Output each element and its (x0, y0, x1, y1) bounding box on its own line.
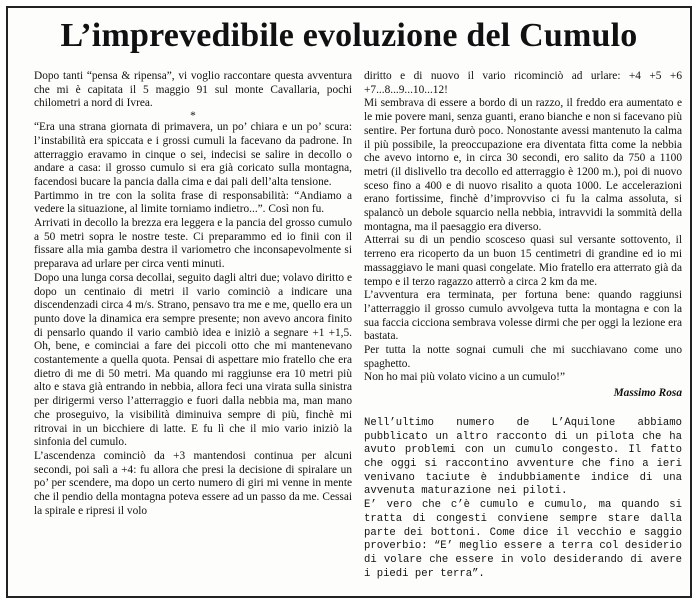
body-paragraph: Per tutta la notte sognai cumuli che mi succhiavano come uno spaghetto. (364, 344, 682, 370)
body-paragraph: L’avventura era terminata, per fortuna bene: quando raggiunsi l’atterraggio il grosso cumulo avvolgeva tutta la montagna e con la sua faccia cicciona sembrava volesse dirmi che per oggi la lezione era bastata. (364, 289, 682, 343)
body-paragraph: L’ascendenza cominciò da +3 mantendosi continua per alcuni secondi, poi salì a +4: fu allora che presi la decisione di spiralare un po’ per scendere, ma dopo un certo numero di giri mi venne in mente che il pendio della montagna poteva essere ad un passo da me. Cessai la spirale e ripresi il volo (34, 449, 352, 517)
right-column (364, 70, 682, 581)
body-paragraph: Non ho mai più volato vicino a un cumulo!” (364, 371, 565, 384)
body-paragraph: Arrivati in decollo la brezza era leggera e la pancia del grosso cumulo a 50 metri sopra le nostre teste. Ci preparammo ed io finii con il fissare alla mia gamba destra il variometro che inconsapevolmente si preparava ad urlare per circa venti minuti. (34, 217, 352, 271)
body-paragraph: Atterrai su di un pendio scosceso quasi sul versante sottovento, il terreno era ricoperto da un buon 15 centimetri di grandine ed io mi massaggiavo le mani quasi congelate. Mio fratello era atterrato già da tempo e il terzo ragazzo atterrò a circa 2 km da me. (364, 234, 682, 288)
article-title: L’imprevedibile evoluzione del Cumulo (60, 17, 638, 54)
article-frame (6, 6, 692, 598)
left-column (34, 70, 352, 519)
body-paragraph: Mi sembrava di essere a bordo di un razzo, il freddo era aumentato e le mie povere mani, senza guanti, erano bianche e non si facevano più sentire. Per fortuna durò poco. Nonostante avessi mantenuto la calma il più possibile, la preoccupazione era diventata fitta come la nebbia che avevo intorno e, in circa 30 secondi, ero salito da 750 a 1100 metri (il dislivello tra decollo ed atterraggio è 1200 m.), poi di nuovo sceso fino a 400 e di nuovo risalito a quota 1000. Le accelerazioni erano fortissime, finchè d’improvviso ci fu la calma assoluta, si spalancò un debole squarcio nella nebbia, intravvidi la sommità della montagna, ma il paesaggio era diverso. (364, 97, 682, 233)
body-paragraph: “Era una strana giornata di primavera, un po’ chiara e un po’ scura: l’instabilità era spiccata e i grossi cumuli la facevano da padrone. In atterraggio eravamo in cinque o sei, indecisi se salire in decollo o andare a casa: il grosso cumulo si era già coricato sulla montagna, facendosi bucare la pancia dalla cima e dai pali dell’alta tensione. (34, 121, 352, 188)
editor-note-paragraph: E’ vero che c’è cumulo e cumulo, ma quando si tratta di congesti conviene sempre stare dalla parte dei bottoni. Come dice il vecchio e saggio proverbio: “E’ meglio essere a terra col desiderio di volare che essere in volo desiderando di avere i piedi per terra”. (364, 499, 682, 580)
body-paragraph: diritto e di nuovo il vario ricominciò ad urlare: +4 +5 +6 +7...8...9...10...12! (364, 70, 682, 96)
editor-note-paragraph: Nell’ultimo numero de L’Aquilone abbiamo pubblicato un altro racconto di un pilota che ha avuto problemi con un cumulo congesto. Il fatto che oggi si raccontino avventure che fino a ieri venivano taciute è indubbiamente indice di una avvenuta maturazione nei piloti. (364, 416, 682, 498)
body-paragraph: Dopo una lunga corsa decollai, seguito dagli altri due; volavo diritto e dopo un centinaio di metri il vario cominciò a indicare una discendenzadi circa 4 m/s. Strano, pensavo tra me e me, quello era un punto dove la dinamica era sempre presente; non avevo ancora finito di pensarlo quando il vario cambiò idea e iniziò a segnare +1 +1,5. Oh, bene, e cominciai a fare dei piccoli otto che mi mantenevano costantemente a quella quota. Pensai di aspettare mio fratello che era dietro di me di 50 metri. Ma quando mi raggiunse era 10 metri più alto e stava già entrando in nebbia, allora feci una virata sulla sinistra per dirigermi verso l’atterraggio e fuori dalla nebbia ma, man mano che proseguivo, la visibilità diminuiva sempre di più, finchè mi ritrovai in un bicchiere di latte. E fu lì che il mio vario iniziò la sinfonia del cumulo. (34, 271, 352, 449)
author-signature: Massimo Rosa (613, 387, 682, 400)
body-paragraph: Partimmo in tre con la solita frase di responsabilità: “Andiamo a vedere la situazione, al limite torniamo indietro...”. Così non fu. (34, 189, 352, 216)
intro-paragraph: Dopo tanti “pensa & ripensa”, vi voglio raccontare questa avventura che mi è capitata il 5 maggio 91 sul monte Cavallaria, pochi chilometri a nord di Ivrea. (34, 70, 352, 110)
section-separator: * (190, 110, 196, 123)
